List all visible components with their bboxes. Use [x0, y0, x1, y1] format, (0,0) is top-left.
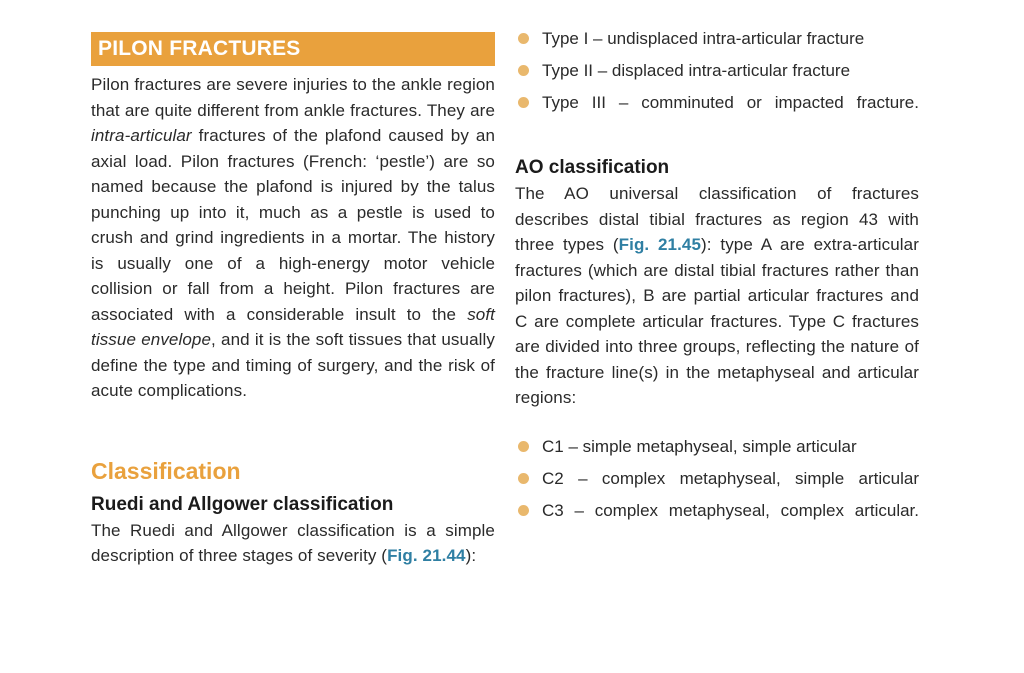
ao-group-list [515, 434, 919, 523]
bullet-dot-icon [518, 97, 529, 108]
intro-emphasis-2: soft tissue envelope [91, 304, 495, 349]
bullet-dot-icon [518, 65, 529, 76]
bullet-dot-icon [518, 473, 529, 484]
classification-heading: Classification [91, 457, 241, 484]
section-banner: PILON FRACTURES [91, 32, 495, 66]
ao-paragraph [515, 181, 919, 411]
list-item: Type III – comminuted or impacted fracture. [515, 90, 919, 115]
left-column [91, 32, 495, 569]
list-item: C2 – complex metaphyseal, simple articular [515, 466, 919, 491]
intro-text-3: , and it is the soft tissues that usually define the type and timing of surgery, and the risk of acute complications. [91, 330, 495, 400]
intro-emphasis-1: intra-articular [91, 126, 192, 145]
ao-text-2: ): type A are extra-articular fractures (which are distal tibial fractures rather than pilon fractures), B are partial articular fractures and C are complete articular fractures. Type C fractures are divided into three groups, reflecting the nature of the fracture line(s) in the metaphyseal and articular regions: [515, 235, 919, 407]
ao-heading: AO classification [515, 157, 670, 178]
list-item: Type II – displaced intra-articular fracture [515, 58, 919, 83]
ruedi-paragraph [91, 518, 495, 569]
list-item: C1 – simple metaphyseal, simple articular [515, 434, 919, 459]
ao-text-1: The AO universal classification of fractures describes distal tibial fractures as region 43 with three types ( [515, 184, 919, 254]
ruedi-type-list [515, 26, 919, 115]
figure-reference-link[interactable]: Fig. 21.45 [618, 235, 702, 254]
intro-text-2: fractures of the plafond caused by an axial load. Pilon fractures (French: ‘pestle’) are so named because the plafond is injured by the talus punching up into it, much as a pestle is used to crush and grind ingredients in a mortar. The history is usually one of a high-energy motor vehicle collision or fall from a height. Pilon fractures are associated with a considerable insult to the [91, 126, 495, 324]
ruedi-text-2: ): [465, 546, 477, 565]
list-item: C3 – complex metaphyseal, complex articular. [515, 498, 919, 523]
ruedi-text-1: The Ruedi and Allgower classification is a simple description of three stages of severity ( [91, 520, 495, 565]
bullet-dot-icon [518, 33, 529, 44]
intro-paragraph [91, 72, 495, 404]
ruedi-heading: Ruedi and Allgower classification [91, 493, 394, 515]
intro-text-1: Pilon fractures are severe injuries to the ankle region that are quite different from ankle fractures. They are [91, 75, 495, 120]
list-item: Type I – undisplaced intra-articular fracture [515, 26, 919, 51]
bullet-dot-icon [518, 505, 529, 516]
right-column [515, 26, 919, 530]
figure-reference-link[interactable]: Fig. 21.44 [387, 546, 466, 565]
bullet-dot-icon [518, 441, 529, 452]
